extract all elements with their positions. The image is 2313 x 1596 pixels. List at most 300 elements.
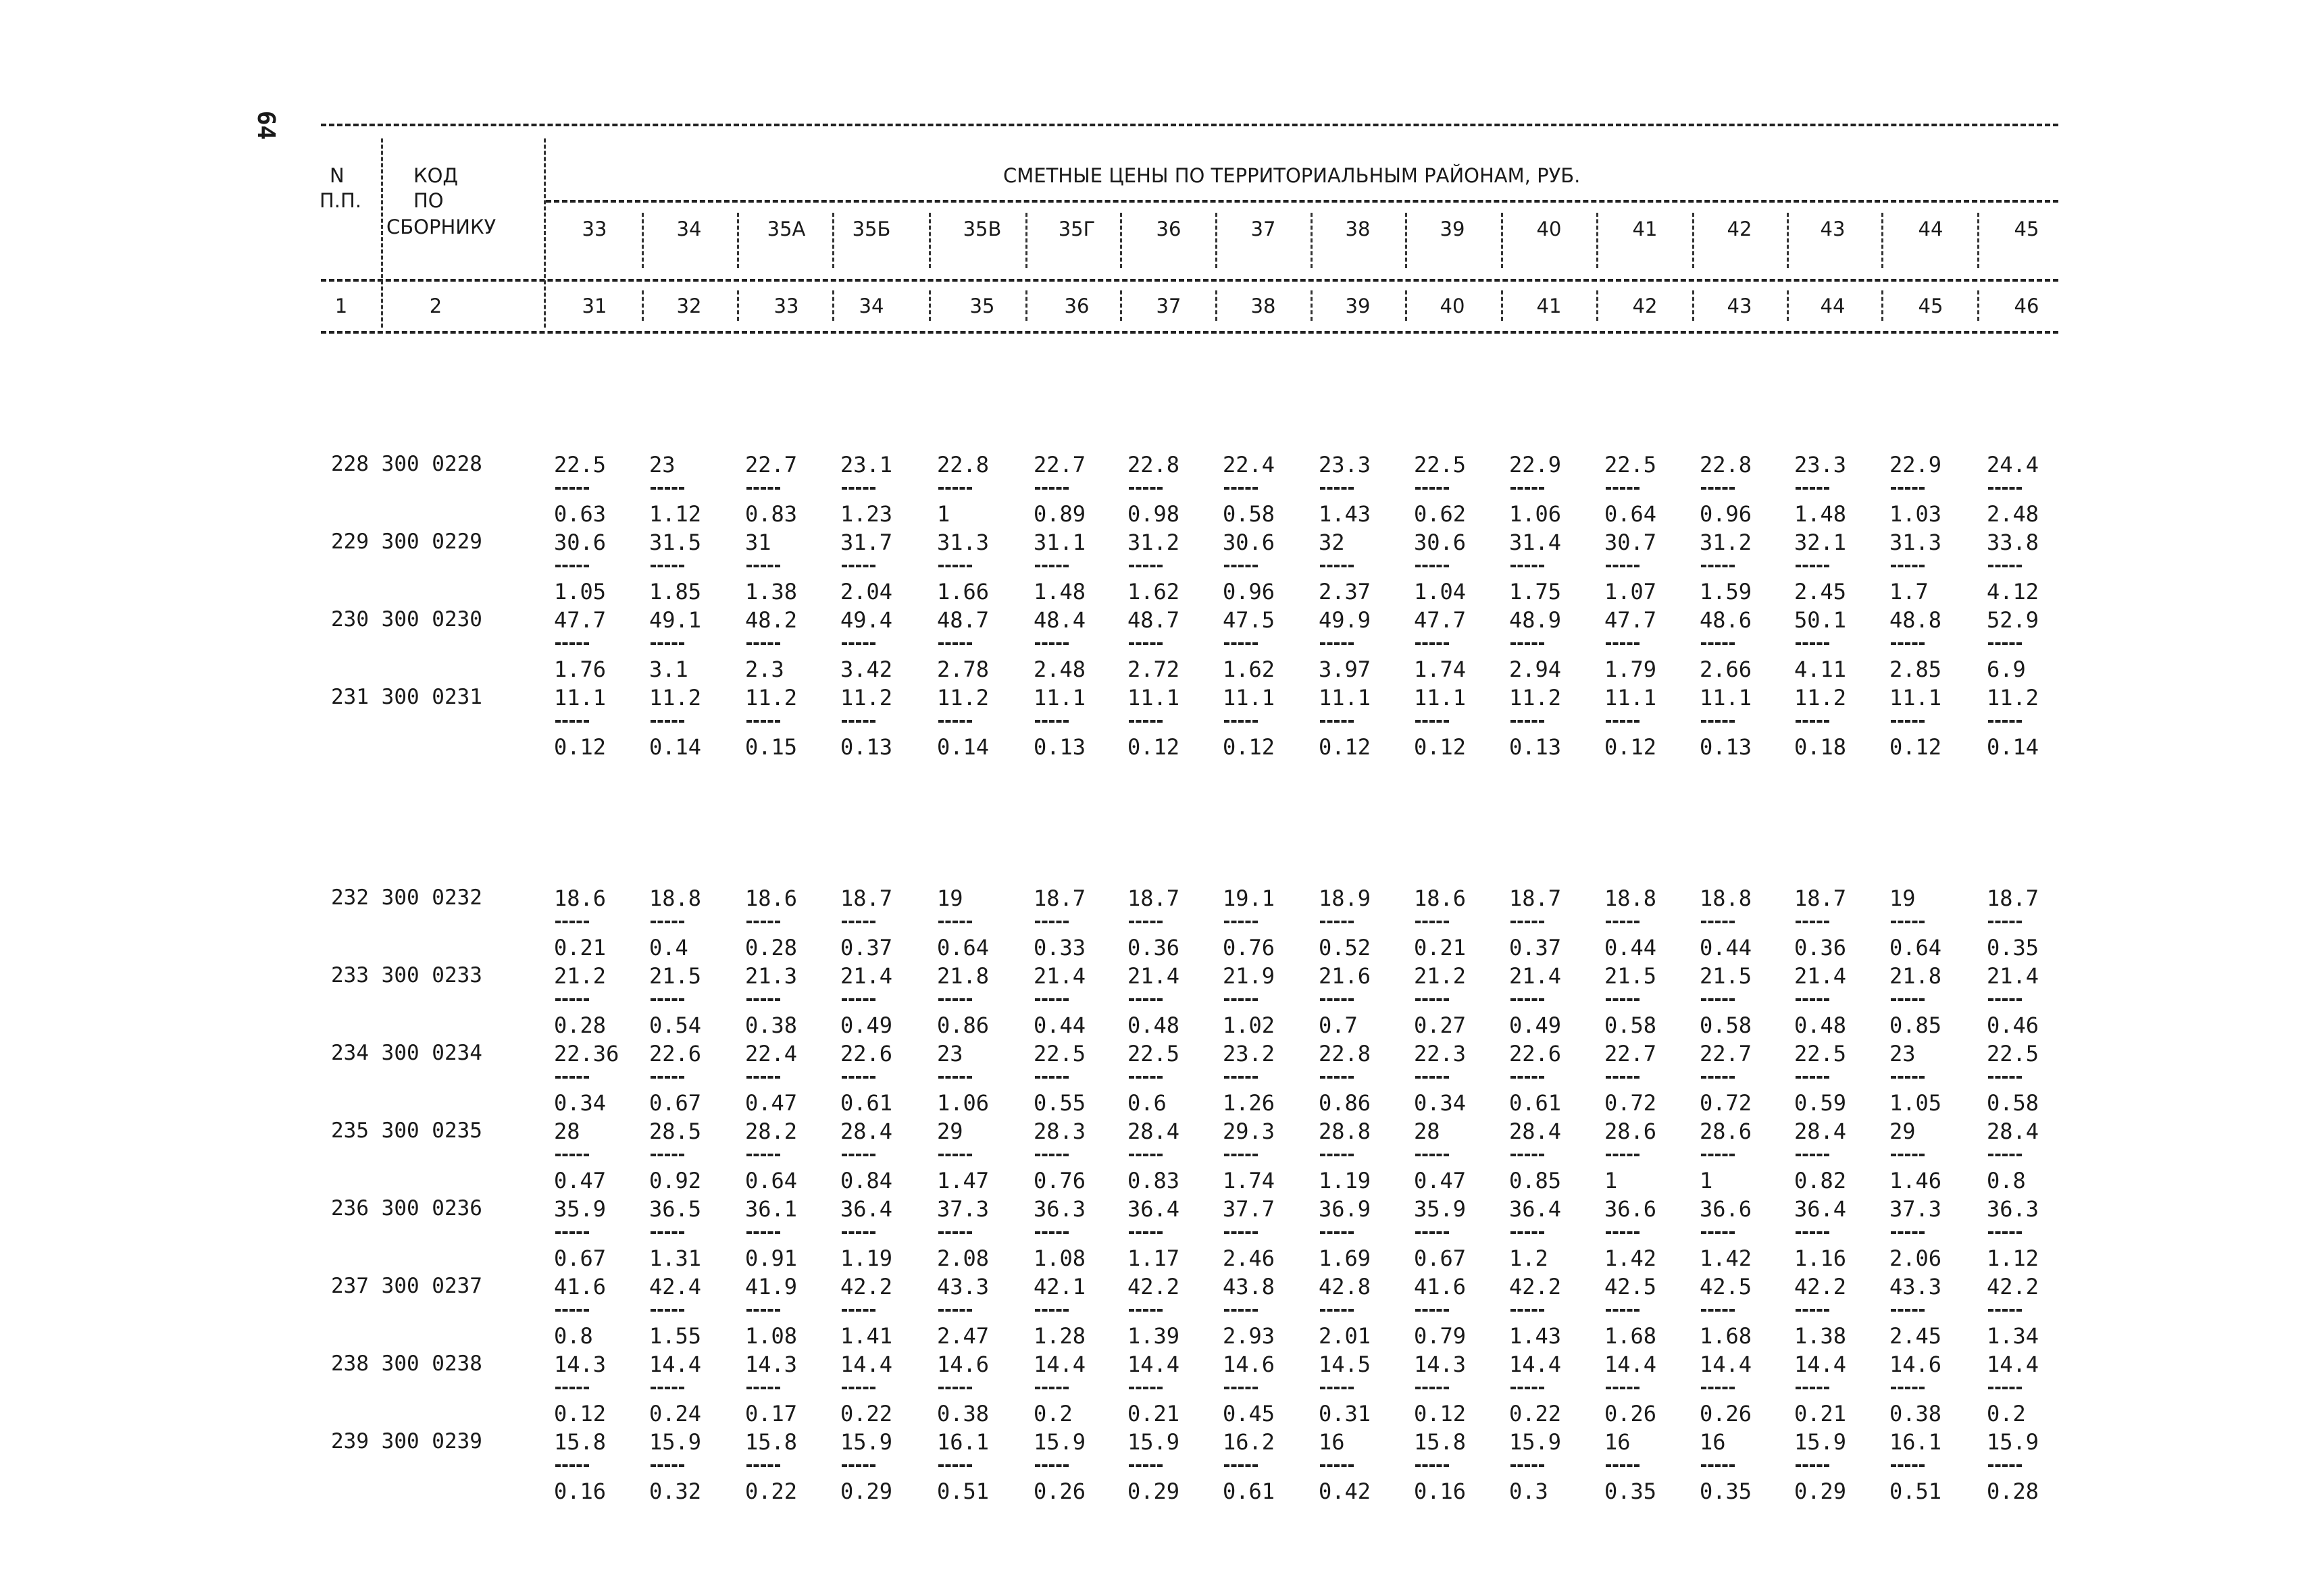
fraction-bar bbox=[1988, 1309, 2022, 1312]
price-share: 2.72 bbox=[1127, 657, 1180, 682]
price-share: 0.59 bbox=[1794, 1090, 1847, 1116]
fraction-bar bbox=[1035, 1076, 1069, 1079]
price-value: 21.8 bbox=[1889, 963, 1942, 989]
price-share: 0.47 bbox=[554, 1168, 607, 1193]
fraction-bar bbox=[1035, 1231, 1069, 1234]
fraction-bar bbox=[746, 720, 780, 723]
price-value: 11.2 bbox=[840, 685, 893, 711]
price-share: 0.31 bbox=[1319, 1401, 1371, 1426]
price-share: 0.96 bbox=[1223, 579, 1275, 604]
price-value: 15.8 bbox=[1414, 1429, 1467, 1455]
header-title: СМЕТНЫЕ ЦЕНЫ ПО ТЕРРИТОРИАЛЬНЫМ РАЙОНАМ, РУБ. bbox=[1003, 164, 1581, 187]
price-value: 22.36 bbox=[554, 1041, 619, 1066]
price-share: 1.47 bbox=[937, 1168, 990, 1193]
price-value: 16 bbox=[1604, 1429, 1631, 1455]
price-value: 11.1 bbox=[554, 685, 607, 711]
price-value: 48.9 bbox=[1509, 607, 1562, 633]
price-share: 0.22 bbox=[1509, 1401, 1562, 1426]
fraction-bar bbox=[1510, 1309, 1544, 1312]
price-value: 50.1 bbox=[1794, 607, 1847, 633]
header-divider bbox=[1787, 290, 1789, 321]
price-value: 18.9 bbox=[1319, 885, 1371, 911]
price-share: 0.48 bbox=[1127, 1012, 1180, 1038]
price-share: 1.12 bbox=[1987, 1245, 2039, 1271]
fraction-bar bbox=[651, 1464, 684, 1467]
fraction-bar bbox=[1224, 565, 1258, 567]
price-share: 0.6 bbox=[1127, 1090, 1167, 1116]
price-share: 0.58 bbox=[1604, 1012, 1657, 1038]
price-share: 0.29 bbox=[1127, 1478, 1180, 1504]
price-value: 11.1 bbox=[1127, 685, 1180, 711]
fraction-bar bbox=[1129, 921, 1163, 923]
price-share: 2.47 bbox=[937, 1323, 990, 1349]
price-share: 0.2 bbox=[1987, 1401, 2026, 1426]
price-share: 1.31 bbox=[649, 1245, 702, 1271]
fraction-bar bbox=[651, 1231, 684, 1234]
price-share: 0.84 bbox=[840, 1168, 893, 1193]
price-value: 16 bbox=[1700, 1429, 1726, 1455]
price-value: 21.4 bbox=[1794, 963, 1847, 989]
fraction-bar bbox=[1224, 487, 1258, 490]
price-value: 28.8 bbox=[1319, 1118, 1371, 1144]
header-divider bbox=[1692, 213, 1694, 268]
price-share: 1.68 bbox=[1700, 1323, 1752, 1349]
fraction-bar bbox=[1320, 998, 1354, 1001]
price-value: 14.4 bbox=[649, 1352, 702, 1377]
header-divider bbox=[1405, 213, 1407, 268]
fraction-bar bbox=[555, 1387, 589, 1389]
price-value: 22.5 bbox=[1794, 1041, 1847, 1066]
price-share: 0.85 bbox=[1889, 1012, 1942, 1038]
column-number: 43 bbox=[1727, 294, 1752, 317]
price-share: 0.29 bbox=[840, 1478, 893, 1504]
price-value: 21.2 bbox=[1414, 963, 1467, 989]
price-share: 0.67 bbox=[554, 1245, 607, 1271]
price-value: 36.5 bbox=[649, 1196, 702, 1222]
fraction-bar bbox=[1701, 642, 1735, 645]
price-share: 0.63 bbox=[554, 501, 607, 527]
column-number: 44 bbox=[1820, 294, 1846, 317]
fraction-bar bbox=[1129, 720, 1163, 723]
price-value: 11.1 bbox=[1700, 685, 1752, 711]
price-value: 21.2 bbox=[554, 963, 607, 989]
fraction-bar bbox=[746, 1154, 780, 1156]
price-value: 42.2 bbox=[1987, 1274, 2039, 1299]
price-share: 0.15 bbox=[745, 734, 798, 760]
column-number: 34 bbox=[859, 294, 884, 317]
fraction-bar bbox=[1320, 921, 1354, 923]
price-share: 1.68 bbox=[1604, 1323, 1657, 1349]
price-share: 0.21 bbox=[1794, 1401, 1847, 1426]
price-value: 28.6 bbox=[1604, 1118, 1657, 1144]
price-share: 1.2 bbox=[1509, 1245, 1548, 1271]
price-value: 47.7 bbox=[1414, 607, 1467, 633]
price-share: 0.21 bbox=[1414, 935, 1467, 960]
price-share: 0.58 bbox=[1700, 1012, 1752, 1038]
fraction-bar bbox=[1891, 642, 1925, 645]
price-value: 28.4 bbox=[1987, 1118, 2039, 1144]
price-value: 11.1 bbox=[1414, 685, 1467, 711]
price-value: 30.6 bbox=[554, 530, 607, 555]
price-share: 0.24 bbox=[649, 1401, 702, 1426]
price-value: 19 bbox=[1889, 885, 1916, 911]
fraction-bar bbox=[1510, 1231, 1544, 1234]
price-value: 18.6 bbox=[1414, 885, 1467, 911]
price-value: 28.6 bbox=[1700, 1118, 1752, 1144]
price-value: 29 bbox=[937, 1118, 963, 1144]
header-divider bbox=[1311, 290, 1313, 321]
price-share: 0.85 bbox=[1509, 1168, 1562, 1193]
column-number: 33 bbox=[773, 294, 799, 317]
header-divider bbox=[737, 213, 739, 268]
fraction-bar bbox=[1701, 487, 1735, 490]
fraction-bar bbox=[1701, 1387, 1735, 1389]
price-share: 0.3 bbox=[1509, 1478, 1548, 1504]
price-share: 0.54 bbox=[649, 1012, 702, 1038]
fraction-bar bbox=[555, 1309, 589, 1312]
price-value: 21.4 bbox=[840, 963, 893, 989]
fraction-bar bbox=[1891, 1464, 1925, 1467]
header-divider bbox=[544, 138, 546, 328]
price-share: 0.44 bbox=[1604, 935, 1657, 960]
price-value: 41.6 bbox=[1414, 1274, 1467, 1299]
price-value: 37.3 bbox=[937, 1196, 990, 1222]
price-share: 1.12 bbox=[649, 501, 702, 527]
price-value: 22.8 bbox=[1127, 452, 1180, 478]
fraction-bar bbox=[842, 1154, 875, 1156]
price-value: 18.7 bbox=[1127, 885, 1180, 911]
fraction-bar bbox=[1891, 720, 1925, 723]
fraction-bar bbox=[1035, 1309, 1069, 1312]
price-share: 1.85 bbox=[649, 579, 702, 604]
price-share: 0.12 bbox=[1319, 734, 1371, 760]
header-num-label: N bbox=[330, 164, 345, 187]
fraction-bar bbox=[1796, 1309, 1829, 1312]
fraction-bar bbox=[938, 1309, 972, 1312]
price-share: 0.33 bbox=[1034, 935, 1086, 960]
price-share: 0.38 bbox=[937, 1401, 990, 1426]
fraction-bar bbox=[651, 1076, 684, 1079]
fraction-bar bbox=[1224, 1387, 1258, 1389]
fraction-bar bbox=[1035, 565, 1069, 567]
fraction-bar bbox=[1129, 1231, 1163, 1234]
fraction-bar bbox=[1510, 998, 1544, 1001]
price-value: 18.6 bbox=[745, 885, 798, 911]
price-value: 30.6 bbox=[1223, 530, 1275, 555]
fraction-bar bbox=[1415, 921, 1449, 923]
price-value: 23.2 bbox=[1223, 1041, 1275, 1066]
price-value: 52.9 bbox=[1987, 607, 2039, 633]
fraction-bar bbox=[555, 1464, 589, 1467]
price-value: 35.9 bbox=[1414, 1196, 1467, 1222]
fraction-bar bbox=[746, 998, 780, 1001]
fraction-bar bbox=[1606, 642, 1640, 645]
price-value: 22.9 bbox=[1509, 452, 1562, 478]
row-code: 238 300 0238 bbox=[331, 1352, 482, 1376]
price-share: 0.29 bbox=[1794, 1478, 1847, 1504]
price-value: 18.7 bbox=[1034, 885, 1086, 911]
price-share: 0.17 bbox=[745, 1401, 798, 1426]
price-share: 1.46 bbox=[1889, 1168, 1942, 1193]
fraction-bar bbox=[555, 1154, 589, 1156]
price-share: 0.96 bbox=[1700, 501, 1752, 527]
price-share: 0.55 bbox=[1034, 1090, 1086, 1116]
fraction-bar bbox=[1510, 642, 1544, 645]
price-share: 1.17 bbox=[1127, 1245, 1180, 1271]
fraction-bar bbox=[1129, 998, 1163, 1001]
price-value: 28.4 bbox=[840, 1118, 893, 1144]
row-code: 235 300 0235 bbox=[331, 1118, 482, 1143]
price-value: 48.4 bbox=[1034, 607, 1086, 633]
header-code-label-2: ПО bbox=[413, 189, 444, 212]
fraction-bar bbox=[1320, 565, 1354, 567]
header-code-label: КОД bbox=[413, 164, 459, 187]
price-share: 0.35 bbox=[1700, 1478, 1752, 1504]
district-label: 40 bbox=[1536, 217, 1562, 240]
price-share: 0.62 bbox=[1414, 501, 1467, 527]
price-share: 1.69 bbox=[1319, 1245, 1371, 1271]
price-value: 18.7 bbox=[1794, 885, 1847, 911]
price-value: 14.4 bbox=[1700, 1352, 1752, 1377]
price-share: 1.42 bbox=[1700, 1245, 1752, 1271]
column-number: 41 bbox=[1536, 294, 1562, 317]
fraction-bar bbox=[555, 1076, 589, 1079]
price-share: 2.45 bbox=[1889, 1323, 1942, 1349]
price-value: 15.9 bbox=[1509, 1429, 1562, 1455]
fraction-bar bbox=[1415, 1309, 1449, 1312]
price-share: 2.46 bbox=[1223, 1245, 1275, 1271]
price-value: 15.8 bbox=[554, 1429, 607, 1455]
fraction-bar bbox=[746, 1231, 780, 1234]
price-share: 1.55 bbox=[649, 1323, 702, 1349]
price-share: 0.72 bbox=[1604, 1090, 1657, 1116]
fraction-bar bbox=[1891, 1231, 1925, 1234]
price-value: 22.8 bbox=[1319, 1041, 1371, 1066]
price-share: 2.08 bbox=[937, 1245, 990, 1271]
price-value: 31.3 bbox=[1889, 530, 1942, 555]
price-share: 1.48 bbox=[1794, 501, 1847, 527]
price-share: 0.61 bbox=[1223, 1478, 1275, 1504]
price-value: 22.5 bbox=[1127, 1041, 1180, 1066]
price-value: 18.8 bbox=[649, 885, 702, 911]
fraction-bar bbox=[842, 487, 875, 490]
price-share: 0.67 bbox=[1414, 1245, 1467, 1271]
district-label: 38 bbox=[1345, 217, 1371, 240]
fraction-bar bbox=[1320, 1464, 1354, 1467]
price-share: 0.12 bbox=[1127, 734, 1180, 760]
fraction-bar bbox=[1796, 1154, 1829, 1156]
fraction-bar bbox=[1796, 487, 1829, 490]
fraction-bar bbox=[651, 1309, 684, 1312]
price-value: 48.7 bbox=[937, 607, 990, 633]
row-code: 236 300 0236 bbox=[331, 1196, 482, 1220]
price-share: 0.18 bbox=[1794, 734, 1847, 760]
price-value: 14.3 bbox=[745, 1352, 798, 1377]
price-value: 36.3 bbox=[1987, 1196, 2039, 1222]
fraction-bar bbox=[1701, 921, 1735, 923]
fraction-bar bbox=[1606, 1154, 1640, 1156]
fraction-bar bbox=[1320, 1309, 1354, 1312]
price-share: 0.34 bbox=[1414, 1090, 1467, 1116]
column-number: 32 bbox=[676, 294, 702, 317]
price-value: 22.7 bbox=[745, 452, 798, 478]
price-value: 11.1 bbox=[1034, 685, 1086, 711]
fraction-bar bbox=[1510, 1076, 1544, 1079]
fraction-bar bbox=[938, 565, 972, 567]
fraction-bar bbox=[1035, 1387, 1069, 1389]
price-value: 22.5 bbox=[1034, 1041, 1086, 1066]
price-value: 22.6 bbox=[840, 1041, 893, 1066]
price-value: 19.1 bbox=[1223, 885, 1275, 911]
fraction-bar bbox=[1891, 998, 1925, 1001]
price-value: 42.2 bbox=[1127, 1274, 1180, 1299]
fraction-bar bbox=[842, 1387, 875, 1389]
price-share: 1.62 bbox=[1223, 657, 1275, 682]
price-value: 23.3 bbox=[1319, 452, 1371, 478]
fraction-bar bbox=[1891, 487, 1925, 490]
header-divider bbox=[1215, 290, 1217, 321]
fraction-bar bbox=[1796, 1231, 1829, 1234]
price-value: 15.9 bbox=[840, 1429, 893, 1455]
fraction-bar bbox=[651, 487, 684, 490]
district-label: 35А bbox=[767, 217, 806, 240]
price-value: 22.4 bbox=[1223, 452, 1275, 478]
price-share: 1.26 bbox=[1223, 1090, 1275, 1116]
fraction-bar bbox=[1988, 1387, 2022, 1389]
column-number: 40 bbox=[1440, 294, 1465, 317]
fraction-bar bbox=[1606, 1464, 1640, 1467]
row-code: 239 300 0239 bbox=[331, 1429, 482, 1453]
price-value: 21.4 bbox=[1127, 963, 1180, 989]
district-label: 35Г bbox=[1058, 217, 1096, 240]
fraction-bar bbox=[1035, 921, 1069, 923]
fraction-bar bbox=[1224, 720, 1258, 723]
price-share: 1.42 bbox=[1604, 1245, 1657, 1271]
price-value: 21.5 bbox=[1700, 963, 1752, 989]
fraction-bar bbox=[842, 1309, 875, 1312]
price-share: 0.91 bbox=[745, 1245, 798, 1271]
price-share: 2.94 bbox=[1509, 657, 1562, 682]
price-share: 0.38 bbox=[745, 1012, 798, 1038]
price-share: 0.13 bbox=[1509, 734, 1562, 760]
fraction-bar bbox=[1035, 1464, 1069, 1467]
price-share: 0.14 bbox=[649, 734, 702, 760]
price-value: 31 bbox=[745, 530, 771, 555]
fraction-bar bbox=[1129, 565, 1163, 567]
price-value: 32.1 bbox=[1794, 530, 1847, 555]
column-number: 39 bbox=[1345, 294, 1371, 317]
district-label: 45 bbox=[2014, 217, 2039, 240]
price-share: 0.47 bbox=[1414, 1168, 1467, 1193]
fraction-bar bbox=[842, 998, 875, 1001]
price-share: 1.43 bbox=[1319, 501, 1371, 527]
header-divider bbox=[1596, 290, 1598, 321]
fraction-bar bbox=[1510, 1387, 1544, 1389]
price-share: 2.85 bbox=[1889, 657, 1942, 682]
price-share: 0.92 bbox=[649, 1168, 702, 1193]
price-share: 0.37 bbox=[840, 935, 893, 960]
row-code: 232 300 0232 bbox=[331, 885, 482, 910]
price-value: 36.4 bbox=[1794, 1196, 1847, 1222]
fraction-bar bbox=[1129, 1464, 1163, 1467]
price-share: 0.52 bbox=[1319, 935, 1371, 960]
price-value: 21.5 bbox=[649, 963, 702, 989]
price-share: 0.14 bbox=[1987, 734, 2039, 760]
header-divider bbox=[1215, 213, 1217, 268]
price-value: 43.8 bbox=[1223, 1274, 1275, 1299]
fraction-bar bbox=[555, 998, 589, 1001]
fraction-bar bbox=[746, 1309, 780, 1312]
column-number: 36 bbox=[1064, 294, 1090, 317]
price-share: 1.16 bbox=[1794, 1245, 1847, 1271]
fraction-bar bbox=[555, 487, 589, 490]
price-value: 22.5 bbox=[1604, 452, 1657, 478]
fraction-bar bbox=[1129, 1309, 1163, 1312]
fraction-bar bbox=[1129, 1387, 1163, 1389]
fraction-bar bbox=[1988, 642, 2022, 645]
price-share: 0.72 bbox=[1700, 1090, 1752, 1116]
fraction-bar bbox=[1701, 1154, 1735, 1156]
district-label: 36 bbox=[1156, 217, 1181, 240]
price-value: 14.4 bbox=[1987, 1352, 2039, 1377]
price-value: 14.6 bbox=[937, 1352, 990, 1377]
fraction-bar bbox=[1415, 487, 1449, 490]
price-value: 15.9 bbox=[1034, 1429, 1086, 1455]
price-share: 0.51 bbox=[937, 1478, 990, 1504]
price-value: 22.8 bbox=[1700, 452, 1752, 478]
price-share: 0.76 bbox=[1223, 935, 1275, 960]
fraction-bar bbox=[938, 1387, 972, 1389]
price-value: 28.2 bbox=[745, 1118, 798, 1144]
row-code: 234 300 0234 bbox=[331, 1041, 482, 1065]
fraction-bar bbox=[1320, 642, 1354, 645]
price-share: 0.36 bbox=[1127, 935, 1180, 960]
price-share: 2.78 bbox=[937, 657, 990, 682]
price-share: 1.66 bbox=[937, 579, 990, 604]
fraction-bar bbox=[1988, 1231, 2022, 1234]
fraction-bar bbox=[1701, 1076, 1735, 1079]
fraction-bar bbox=[746, 642, 780, 645]
fraction-bar bbox=[555, 565, 589, 567]
price-share: 1 bbox=[1604, 1168, 1618, 1193]
price-value: 11.1 bbox=[1319, 685, 1371, 711]
column-number: 45 bbox=[1918, 294, 1943, 317]
fraction-bar bbox=[1415, 1231, 1449, 1234]
price-value: 22.5 bbox=[554, 452, 607, 478]
header-divider bbox=[1881, 213, 1883, 268]
price-value: 42.8 bbox=[1319, 1274, 1371, 1299]
column-number: 46 bbox=[2014, 294, 2039, 317]
fraction-bar bbox=[1035, 487, 1069, 490]
price-value: 18.7 bbox=[840, 885, 893, 911]
price-value: 18.7 bbox=[1509, 885, 1562, 911]
fraction-bar bbox=[842, 921, 875, 923]
column-number: 42 bbox=[1632, 294, 1658, 317]
column-number: 38 bbox=[1250, 294, 1276, 317]
header-title-rule bbox=[546, 200, 2058, 203]
price-share: 0.12 bbox=[1414, 734, 1467, 760]
fraction-bar bbox=[1891, 921, 1925, 923]
price-share: 0.64 bbox=[745, 1168, 798, 1193]
fraction-bar bbox=[1415, 720, 1449, 723]
price-share: 0.26 bbox=[1700, 1401, 1752, 1426]
price-value: 11.2 bbox=[1794, 685, 1847, 711]
price-share: 2.45 bbox=[1794, 579, 1847, 604]
price-value: 15.9 bbox=[1127, 1429, 1180, 1455]
fraction-bar bbox=[746, 921, 780, 923]
price-value: 31.4 bbox=[1509, 530, 1562, 555]
price-value: 23 bbox=[937, 1041, 963, 1066]
